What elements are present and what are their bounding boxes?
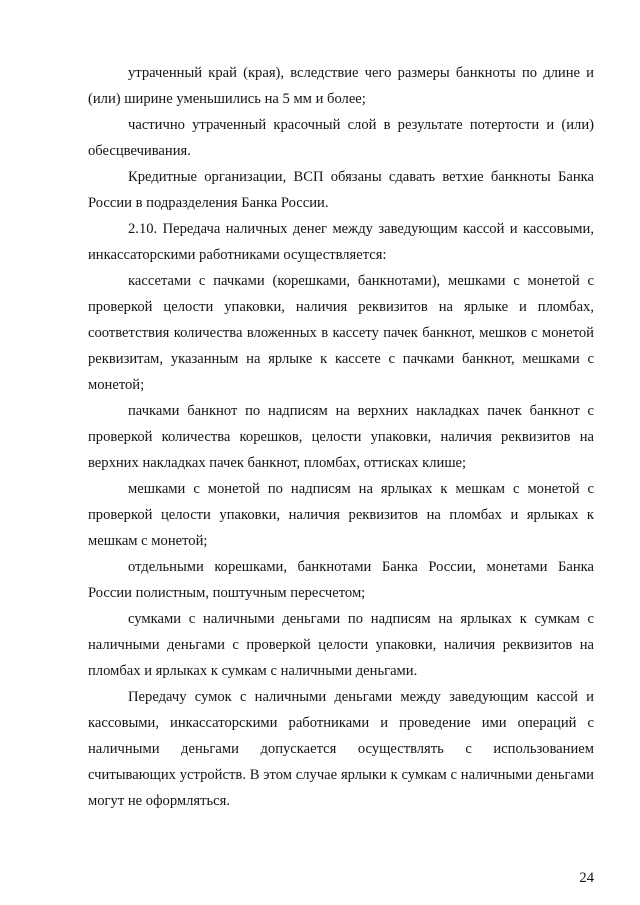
paragraph-coin-bags: мешками с монетой по надписям на ярлыках к мешкам с монетой с проверкой целости упаковки, наличия реквизитов на пломбах и ярлыках к мешкам с монетой;	[88, 481, 594, 549]
paragraph-lost-paint: частично утраченный красочный слой в результате потертости и (или) обесцвечивания.	[88, 117, 594, 159]
paragraph-credit-organizations: Кредитные организации, ВСП обязаны сдавать ветхие банкноты Банка России в подразделения Банка России.	[88, 169, 594, 211]
page-number: 24	[579, 870, 594, 886]
paragraph-section-2-10: 2.10. Передача наличных денег между заведующим кассой и кассовыми, инкассаторскими работниками осуществляется:	[88, 221, 594, 263]
document-body	[88, 60, 594, 814]
paragraph-cassettes: кассетами с пачками (корешками, банкнотами), мешками с монетой с проверкой целости упаковки, наличия реквизитов на ярлыке и пломбах, соответствия количества вложенных в кассету пачек банкнот, мешков с монетой реквизитам, указанным на ярлыке к кассете с пачками банкнот, мешками с монетой;	[88, 273, 594, 393]
paragraph-individual-count: отдельными корешками, банкнотами Банка России, монетами Банка России полистным, поштучным пересчетом;	[88, 559, 594, 601]
paragraph-banknote-packs: пачками банкнот по надписям на верхних накладках пачек банкнот с проверкой количества корешков, целости упаковки, наличия реквизитов на верхних накладках пачек банкнот, пломбах, оттисках клише;	[88, 403, 594, 471]
paragraph-lost-edge: утраченный край (края), вследствие чего размеры банкноты по длине и (или) ширине уменьшились на 5 мм и более;	[88, 65, 594, 107]
paragraph-cash-bags: сумками с наличными деньгами по надписям на ярлыках к сумкам с наличными деньгами с проверкой целости упаковки, наличия реквизитов на пломбах и ярлыках к сумкам с наличными деньгами.	[88, 611, 594, 679]
paragraph-reading-devices: Передачу сумок с наличными деньгами между заведующим кассой и кассовыми, инкассаторскими работниками и проведение ими операций с наличными деньгами допускается осуществлять с использованием считывающих устройств. В этом случае ярлыки к сумкам с наличными деньгами могут не оформляться.	[88, 689, 594, 809]
